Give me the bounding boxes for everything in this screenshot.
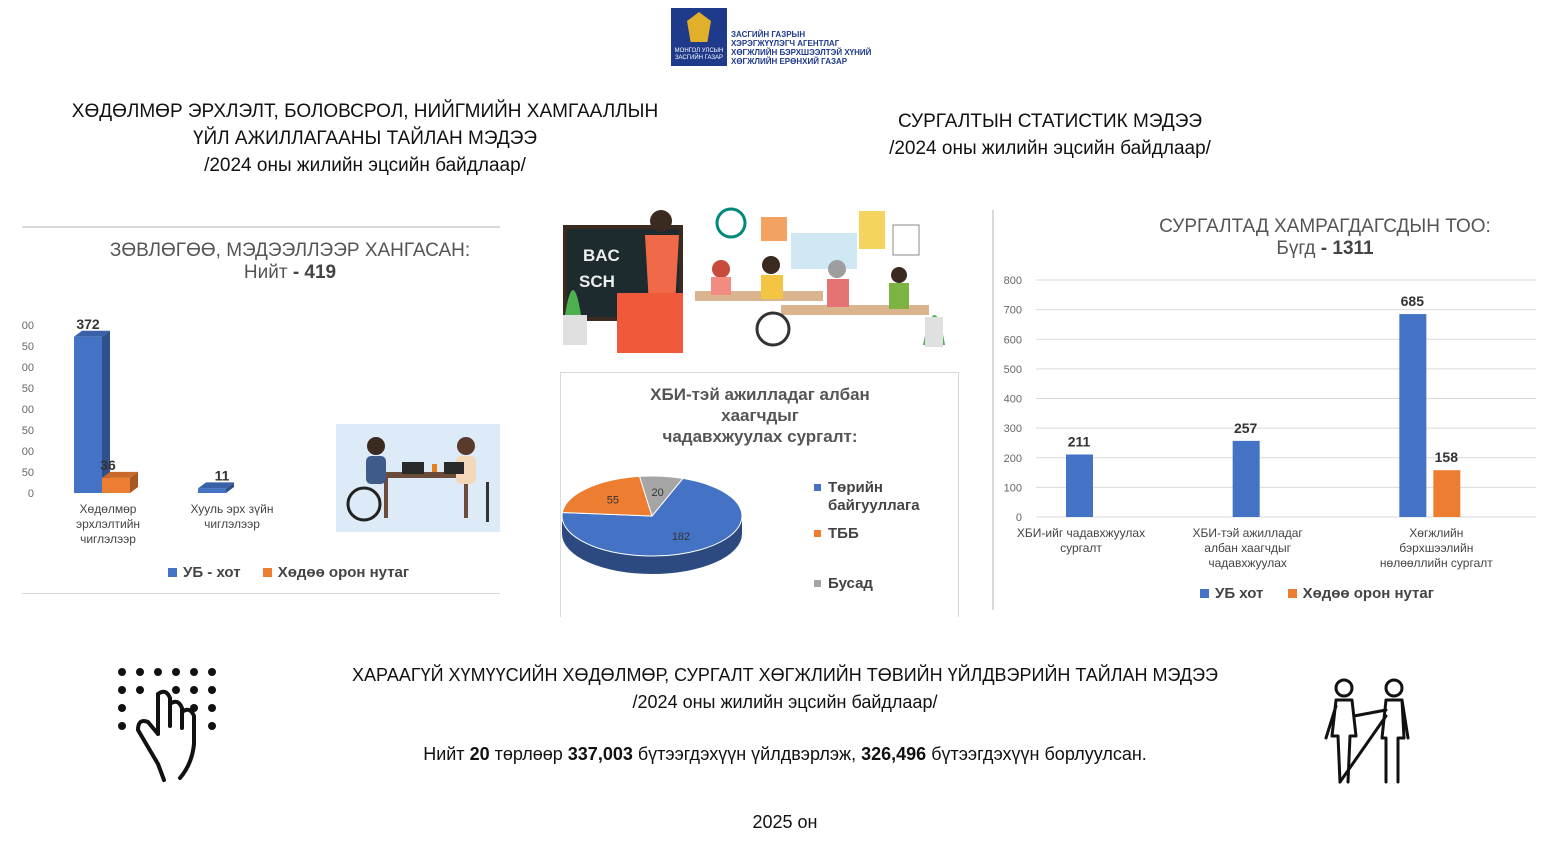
- chart3-category-label: ХБИ-ийг чадавхжуулах: [1016, 526, 1146, 540]
- chart3-bar: [1433, 470, 1460, 517]
- chart1-ytick-label: 00: [21, 446, 34, 458]
- chart1-legend: [168, 564, 409, 581]
- chart2-title-line-1: ХБИ-тэй ажилладаг албан: [650, 385, 870, 404]
- chart3-legend-ub: УБ хот: [1215, 585, 1264, 602]
- chart1-title-text: ЗӨВЛӨГӨӨ, МЭДЭЭЛЛЭЭР ХАНГАСАН:: [109, 240, 471, 261]
- report-year: 2025 он: [752, 812, 818, 832]
- left-panel-top-border: [22, 226, 500, 228]
- logo-left-line-1: МОНГОЛ УЛСЫН: [674, 48, 724, 54]
- chart3-data-label: 257: [1233, 419, 1258, 436]
- chart3-category-label: сургалт: [1060, 541, 1102, 555]
- chart3-category-label: албан хаагчдыг: [1204, 541, 1292, 555]
- chart1-data-label: 372: [76, 315, 100, 332]
- chart1-ytick-label: 50: [21, 467, 34, 479]
- header-left-line-3: /2024 оны жилийн эцсийн байдлаар/: [204, 155, 526, 176]
- header-right-line-2: /2024 оны жилийн эцсийн байдлаар/: [889, 138, 1211, 159]
- logo-line-4: ХӨГЖЛИЙН ЕРӨНХИЙ ГАЗАР: [731, 57, 848, 66]
- summary-sold-count: 326,496: [861, 744, 927, 764]
- logo-line-1: ЗАСГИЙН ГАЗРЫН: [731, 30, 806, 39]
- chart2-title: [600, 384, 920, 447]
- chart1-ytick-label: 50: [21, 341, 34, 353]
- chart3-title: [1110, 216, 1540, 260]
- summary-types-count: 20: [469, 744, 490, 764]
- chart1-ytick-label: 0: [27, 488, 34, 500]
- chart2-title-line-2: хаагчдыг: [721, 406, 799, 425]
- blind-person-guide-icon: [1320, 676, 1416, 788]
- chart3-bar: [1399, 314, 1426, 517]
- chart3-legend: [1200, 585, 1434, 602]
- chart1-ytick-label: 00: [21, 404, 34, 416]
- legend-swatch-rural: [1288, 589, 1297, 598]
- header-right: [840, 108, 1260, 162]
- bottom-summary: [250, 744, 1320, 765]
- chart3-title-text: СУРГАЛТАД ХАМРАГДАГСДЫН ТОО:: [1159, 216, 1491, 237]
- chart1-category-label: Хөдөлмөр: [79, 502, 137, 516]
- chart1-bar: [74, 337, 102, 493]
- pie-legend-label: Бусад: [828, 575, 873, 592]
- chart3-ytick-label: 800: [1003, 275, 1022, 287]
- left-panel-bottom-border: [22, 593, 500, 594]
- chart1-legend-ub: УБ - хот: [183, 564, 241, 581]
- pie-legend-label: Төрийн: [828, 479, 883, 496]
- logo-line-2: ХЭРЭГЖҮҮЛЭГЧ АГЕНТЛАГ: [731, 39, 840, 48]
- pie-data-label: 182: [671, 531, 691, 544]
- chart3-ytick-label: 200: [1003, 452, 1022, 465]
- header-left-line-1: ХӨДӨЛМӨР ЭРХЛЭЛТ, БОЛОВСРОЛ, НИЙГМИЙН ХАМГААЛЛЫН: [71, 101, 659, 122]
- chart3-total: - 1311: [1320, 238, 1374, 259]
- chart1-data-label: 36: [100, 456, 116, 473]
- svg-text:BAC: BAC: [583, 246, 620, 265]
- chart1-legend-rural: Хөдөө орон нутаг: [277, 564, 410, 581]
- chart1-category-label: чиглэлээр: [80, 532, 136, 546]
- chart1-total: - 419: [292, 262, 337, 283]
- chart1-bar-chart: [0, 300, 340, 560]
- logo-line-3: ХӨГЖЛИЙН БЭРХШЭЭЛТЭЙ ХҮНИЙ: [731, 48, 872, 57]
- chart3-category-label: бэрхшээлийн: [1399, 541, 1474, 555]
- chart3-subtitle-label: Бүгд: [1276, 238, 1316, 259]
- legend-swatch: [814, 580, 821, 587]
- chart3-data-label: 211: [1067, 433, 1091, 450]
- braille-hand-icon: [114, 664, 224, 788]
- chart3-ytick-label: 700: [1003, 304, 1022, 317]
- header-left-line-2: ҮЙЛ АЖИЛЛАГААНЫ ТАЙЛАН МЭДЭЭ: [192, 128, 538, 149]
- chart3-category-label: ХБИ-тэй ажилладаг: [1192, 526, 1303, 540]
- logo-left-line-2: ЗАСГИЙН ГАЗАР: [674, 55, 724, 61]
- chart3-category-label: Хөгжлийн: [1409, 526, 1464, 540]
- legend-swatch-ub: [1200, 589, 1209, 598]
- chart1-category-label: Хууль эрх зүйн: [190, 502, 274, 516]
- chart3-category-label: нөлөөллийн сургалт: [1379, 556, 1493, 570]
- logo-agency-name: [731, 30, 871, 66]
- bottom-section-title: [250, 662, 1320, 716]
- header-left: [40, 98, 690, 179]
- state-emblem-icon: [671, 8, 727, 66]
- chart3-data-label: 685: [1400, 293, 1425, 310]
- chart1-subtitle-label: Нийт: [243, 262, 288, 283]
- summary-text-1: Нийт: [423, 744, 470, 764]
- bottom-title: ХАРААГҮЙ ХҮМҮҮСИЙН ХӨДӨЛМӨР, СУРГАЛТ ХӨГЖЛИЙН ТӨВИЙН ҮЙЛДВЭРИЙН ТАЙЛАН МЭДЭЭ: [352, 665, 1218, 685]
- chart3-data-label: 158: [1434, 449, 1459, 466]
- government-logo: [671, 8, 881, 66]
- legend-swatch: [814, 530, 821, 537]
- pie-legend-label: байгууллага: [828, 497, 920, 514]
- chart3-ytick-label: 500: [1003, 363, 1022, 376]
- pie-legend-label: ТББ: [828, 525, 859, 542]
- chart1-title: [80, 240, 500, 284]
- workspace-illustration: [336, 424, 500, 532]
- summary-produced-count: 337,003: [567, 744, 633, 764]
- chart3-ytick-label: 300: [1003, 423, 1022, 436]
- bottom-subtitle: /2024 оны жилийн эцсийн байдлаар/: [632, 692, 938, 712]
- chart3-ytick-label: 400: [1003, 393, 1022, 406]
- chart3-bar-chart: [996, 268, 1542, 580]
- chart1-ytick-label: 50: [21, 383, 34, 395]
- chart2-legend: [812, 478, 952, 608]
- summary-text-4: бүтээгдэхүүн борлуулсан.: [926, 744, 1147, 764]
- chart3-ytick-label: 0: [1015, 512, 1022, 524]
- classroom-illustration: [545, 205, 950, 357]
- chart1-ytick-label: 00: [21, 320, 34, 332]
- summary-text-2: төрлөөр: [489, 744, 568, 764]
- svg-text:SCH: SCH: [579, 272, 615, 291]
- chart1-ytick-label: 00: [21, 362, 34, 374]
- chart1-category-label: эрхлэлтийн: [75, 517, 141, 531]
- legend-swatch-ub: [168, 568, 177, 577]
- chart2-title-line-3: чадавхжуулах сургалт:: [662, 427, 858, 446]
- chart3-category-label: чадавхжуулах: [1208, 556, 1287, 570]
- chart3-bar: [1066, 454, 1093, 517]
- chart3-ytick-label: 600: [1003, 334, 1022, 347]
- legend-swatch-rural: [263, 568, 272, 577]
- chart3-bar: [1233, 441, 1260, 517]
- chart1-category-label: чиглэлээр: [204, 517, 260, 531]
- legend-swatch: [814, 484, 821, 491]
- chart3-ytick-label: 100: [1003, 482, 1022, 495]
- chart1-ytick-label: 50: [21, 425, 34, 437]
- pie-data-label: 20: [651, 487, 664, 500]
- chart1-data-label: 11: [214, 467, 230, 484]
- chart2-pie-chart: [560, 470, 760, 590]
- summary-text-3: бүтээгдэхүүн үйлдвэрлэж,: [632, 744, 862, 764]
- chart3-legend-rural: Хөдөө орон нутаг: [1302, 585, 1434, 602]
- chart1-bar: [198, 488, 226, 493]
- pie-data-label: 55: [606, 494, 619, 507]
- chart1-bar: [102, 478, 130, 493]
- right-panel-left-border: [992, 210, 994, 610]
- header-right-line-1: СУРГАЛТЫН СТАТИСТИК МЭДЭЭ: [897, 111, 1203, 132]
